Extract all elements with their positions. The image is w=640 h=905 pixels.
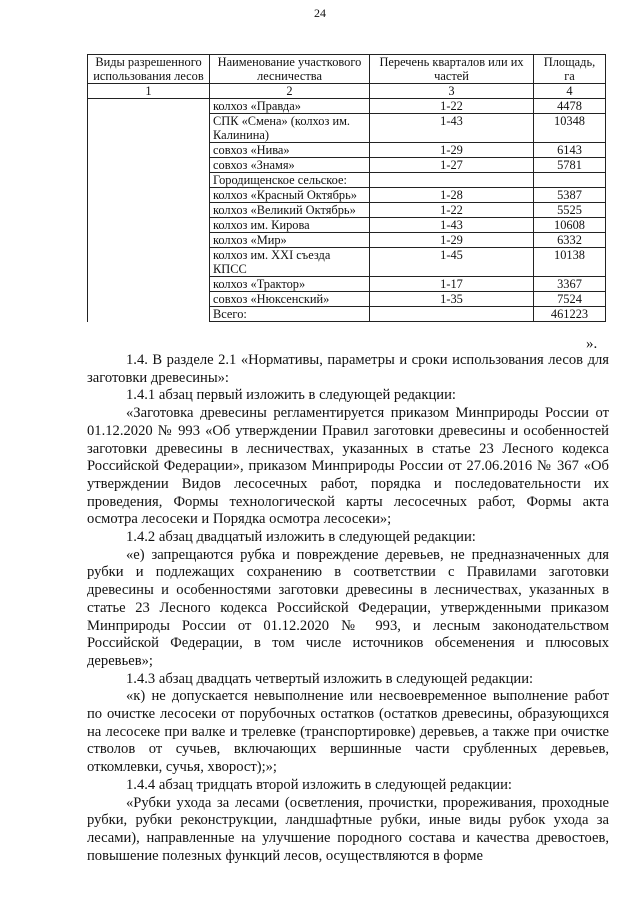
- cell-forestry-name: колхоз «Красный Октябрь»: [210, 188, 370, 203]
- cell-usage-type: [88, 99, 210, 114]
- table-row: [88, 173, 606, 188]
- cell-quarters: 1-29: [370, 233, 534, 248]
- cell-area: 6332: [534, 233, 606, 248]
- paragraph: 1.4.1 абзац первый изложить в следующей редакции:: [126, 387, 456, 404]
- cell-forestry-name: колхоз «Великий Октябрь»: [210, 203, 370, 218]
- table-row: [88, 292, 606, 307]
- cell-quarters: 1-43: [370, 218, 534, 233]
- cell-quarters: 1-22: [370, 203, 534, 218]
- cell-usage-type: [88, 143, 210, 158]
- cell-area: 4478: [534, 99, 606, 114]
- header-quarters: Перечень кварталов или их частей: [370, 55, 534, 84]
- cell-quarters: 1-43: [370, 114, 534, 143]
- header-area: Площадь, га: [534, 55, 606, 84]
- cell-area: 5781: [534, 158, 606, 173]
- page-number: 24: [314, 6, 326, 20]
- paragraph: «к) не допускается невыполнение или несвоевременное выполнение работ по очистке лесосеки от порубочных остатков (остатков древесины, образующихся на лесосеке при валке и трелевке (транспортировке) деревьев, а также при очистке стволов от сучьев, включающих вершинные части срубленных деревьев, откомлевки, сучья, хворост);»;: [87, 688, 609, 776]
- cell-forestry-name: совхоз «Нива»: [210, 143, 370, 158]
- paragraph: «е) запрещаются рубка и повреждение деревьев, не предназначенных для рубки и подлежащих сохранению в соответствии с Правилами заготовки древесины и особенностями заготовки древесины в лесничествах, указанных в статье 23 Лесного кодекса Российской Федерации, утвержденными приказом Минприроды России от 01.12.2020 № 993, и лесным законодательством Российской Федерации, в том числе источников обсеменения и плюсовых деревьев»;: [87, 546, 609, 669]
- cell-forestry-name: Всего:: [210, 307, 370, 322]
- table-row: [88, 248, 606, 277]
- cell-area: 5387: [534, 188, 606, 203]
- cell-area: 3367: [534, 277, 606, 292]
- table-row: [88, 203, 606, 218]
- cell-forestry-name: совхоз «Нюксенский»: [210, 292, 370, 307]
- cell-area: 461223: [534, 307, 606, 322]
- cell-forestry-name: совхоз «Знамя»: [210, 158, 370, 173]
- table-row: [88, 218, 606, 233]
- cell-area: 10348: [534, 114, 606, 143]
- cell-usage-type: [88, 277, 210, 292]
- table-row: [88, 233, 606, 248]
- cell-quarters: [370, 173, 534, 188]
- header-usage-types: Виды разрешенного использования лесов: [88, 55, 210, 84]
- cell-usage-type: [88, 292, 210, 307]
- paragraph: «Рубки ухода за лесами (осветления, прочистки, прореживания, проходные рубки, рубки реконструкции, ландшафтные рубки, иные виды рубок ухода за лесами), направленные на улучшение породного состава и качества древостоев, повышение полезных функций лесов, осуществляются в форме: [87, 794, 609, 864]
- table-row: [88, 307, 606, 322]
- cell-usage-type: [88, 203, 210, 218]
- cell-forestry-name: колхоз «Мир»: [210, 233, 370, 248]
- cell-usage-type: [88, 307, 210, 322]
- table-row: [88, 143, 606, 158]
- header-number: 3: [370, 84, 534, 99]
- paragraph: «Заготовка древесины регламентируется приказом Минприроды России от 01.12.2020 № 993 «Об утверждении Правил заготовки древесины и особенностей заготовки древесины в лесничествах, указанных в статье 23 Лесного кодекса Российской Федерации», приказом Минприроды России от 27.06.2016 № 367 «Об утверждении Видов лесосечных работ, порядка и последовательности их проведения, Формы технологической карты лесосечных работ, Формы акта осмотра лесосеки и Порядка осмотра лесосеки»;: [87, 405, 609, 528]
- cell-quarters: 1-27: [370, 158, 534, 173]
- cell-quarters: 1-28: [370, 188, 534, 203]
- table-row: [88, 158, 606, 173]
- cell-usage-type: [88, 233, 210, 248]
- paragraph: 1.4.4 абзац тридцать второй изложить в следующей редакции:: [126, 776, 512, 793]
- forestry-table: [87, 54, 606, 322]
- header-number: 2: [210, 84, 370, 99]
- cell-forestry-name: СПК «Смена» (колхоз им. Калинина): [210, 114, 370, 143]
- table-row: [88, 99, 606, 114]
- cell-area: 10608: [534, 218, 606, 233]
- cell-usage-type: [88, 158, 210, 173]
- table-header-numbers-row: [88, 84, 606, 99]
- cell-quarters: 1-35: [370, 292, 534, 307]
- cell-quarters: 1-29: [370, 143, 534, 158]
- header-forestry-name: Наименование участкового лесничества: [210, 55, 370, 84]
- cell-forestry-name: колхоз «Трактор»: [210, 277, 370, 292]
- paragraph: 1.4.3 абзац двадцать четвертый изложить в следующей редакции:: [126, 670, 534, 687]
- table-body: [88, 99, 606, 322]
- paragraph: 1.4.2 абзац двадцатый изложить в следующей редакции:: [126, 529, 476, 546]
- cell-area: [534, 173, 606, 188]
- cell-usage-type: [88, 248, 210, 277]
- cell-usage-type: [88, 114, 210, 143]
- cell-usage-type: [88, 173, 210, 188]
- cell-usage-type: [88, 218, 210, 233]
- cell-area: 5525: [534, 203, 606, 218]
- cell-forestry-name: колхоз им. XXI съезда КПСС: [210, 248, 370, 277]
- cell-quarters: 1-17: [370, 277, 534, 292]
- table-close-quote: ».: [586, 336, 598, 352]
- cell-area: 6143: [534, 143, 606, 158]
- cell-quarters: [370, 307, 534, 322]
- cell-usage-type: [88, 188, 210, 203]
- cell-forestry-name: Городищенское сельское:: [210, 173, 370, 188]
- table-row: [88, 114, 606, 143]
- table-row: [88, 188, 606, 203]
- table-row: [88, 277, 606, 292]
- table-header-row: [88, 55, 606, 84]
- cell-quarters: 1-45: [370, 248, 534, 277]
- cell-area: 10138: [534, 248, 606, 277]
- cell-area: 7524: [534, 292, 606, 307]
- header-number: 1: [88, 84, 210, 99]
- paragraph: 1.4. В разделе 2.1 «Нормативы, параметры и сроки использования лесов для заготовки древесины»:: [87, 352, 609, 386]
- document-body: [87, 352, 609, 865]
- header-number: 4: [534, 84, 606, 99]
- cell-quarters: 1-22: [370, 99, 534, 114]
- cell-forestry-name: колхоз «Правда»: [210, 99, 370, 114]
- cell-forestry-name: колхоз им. Кирова: [210, 218, 370, 233]
